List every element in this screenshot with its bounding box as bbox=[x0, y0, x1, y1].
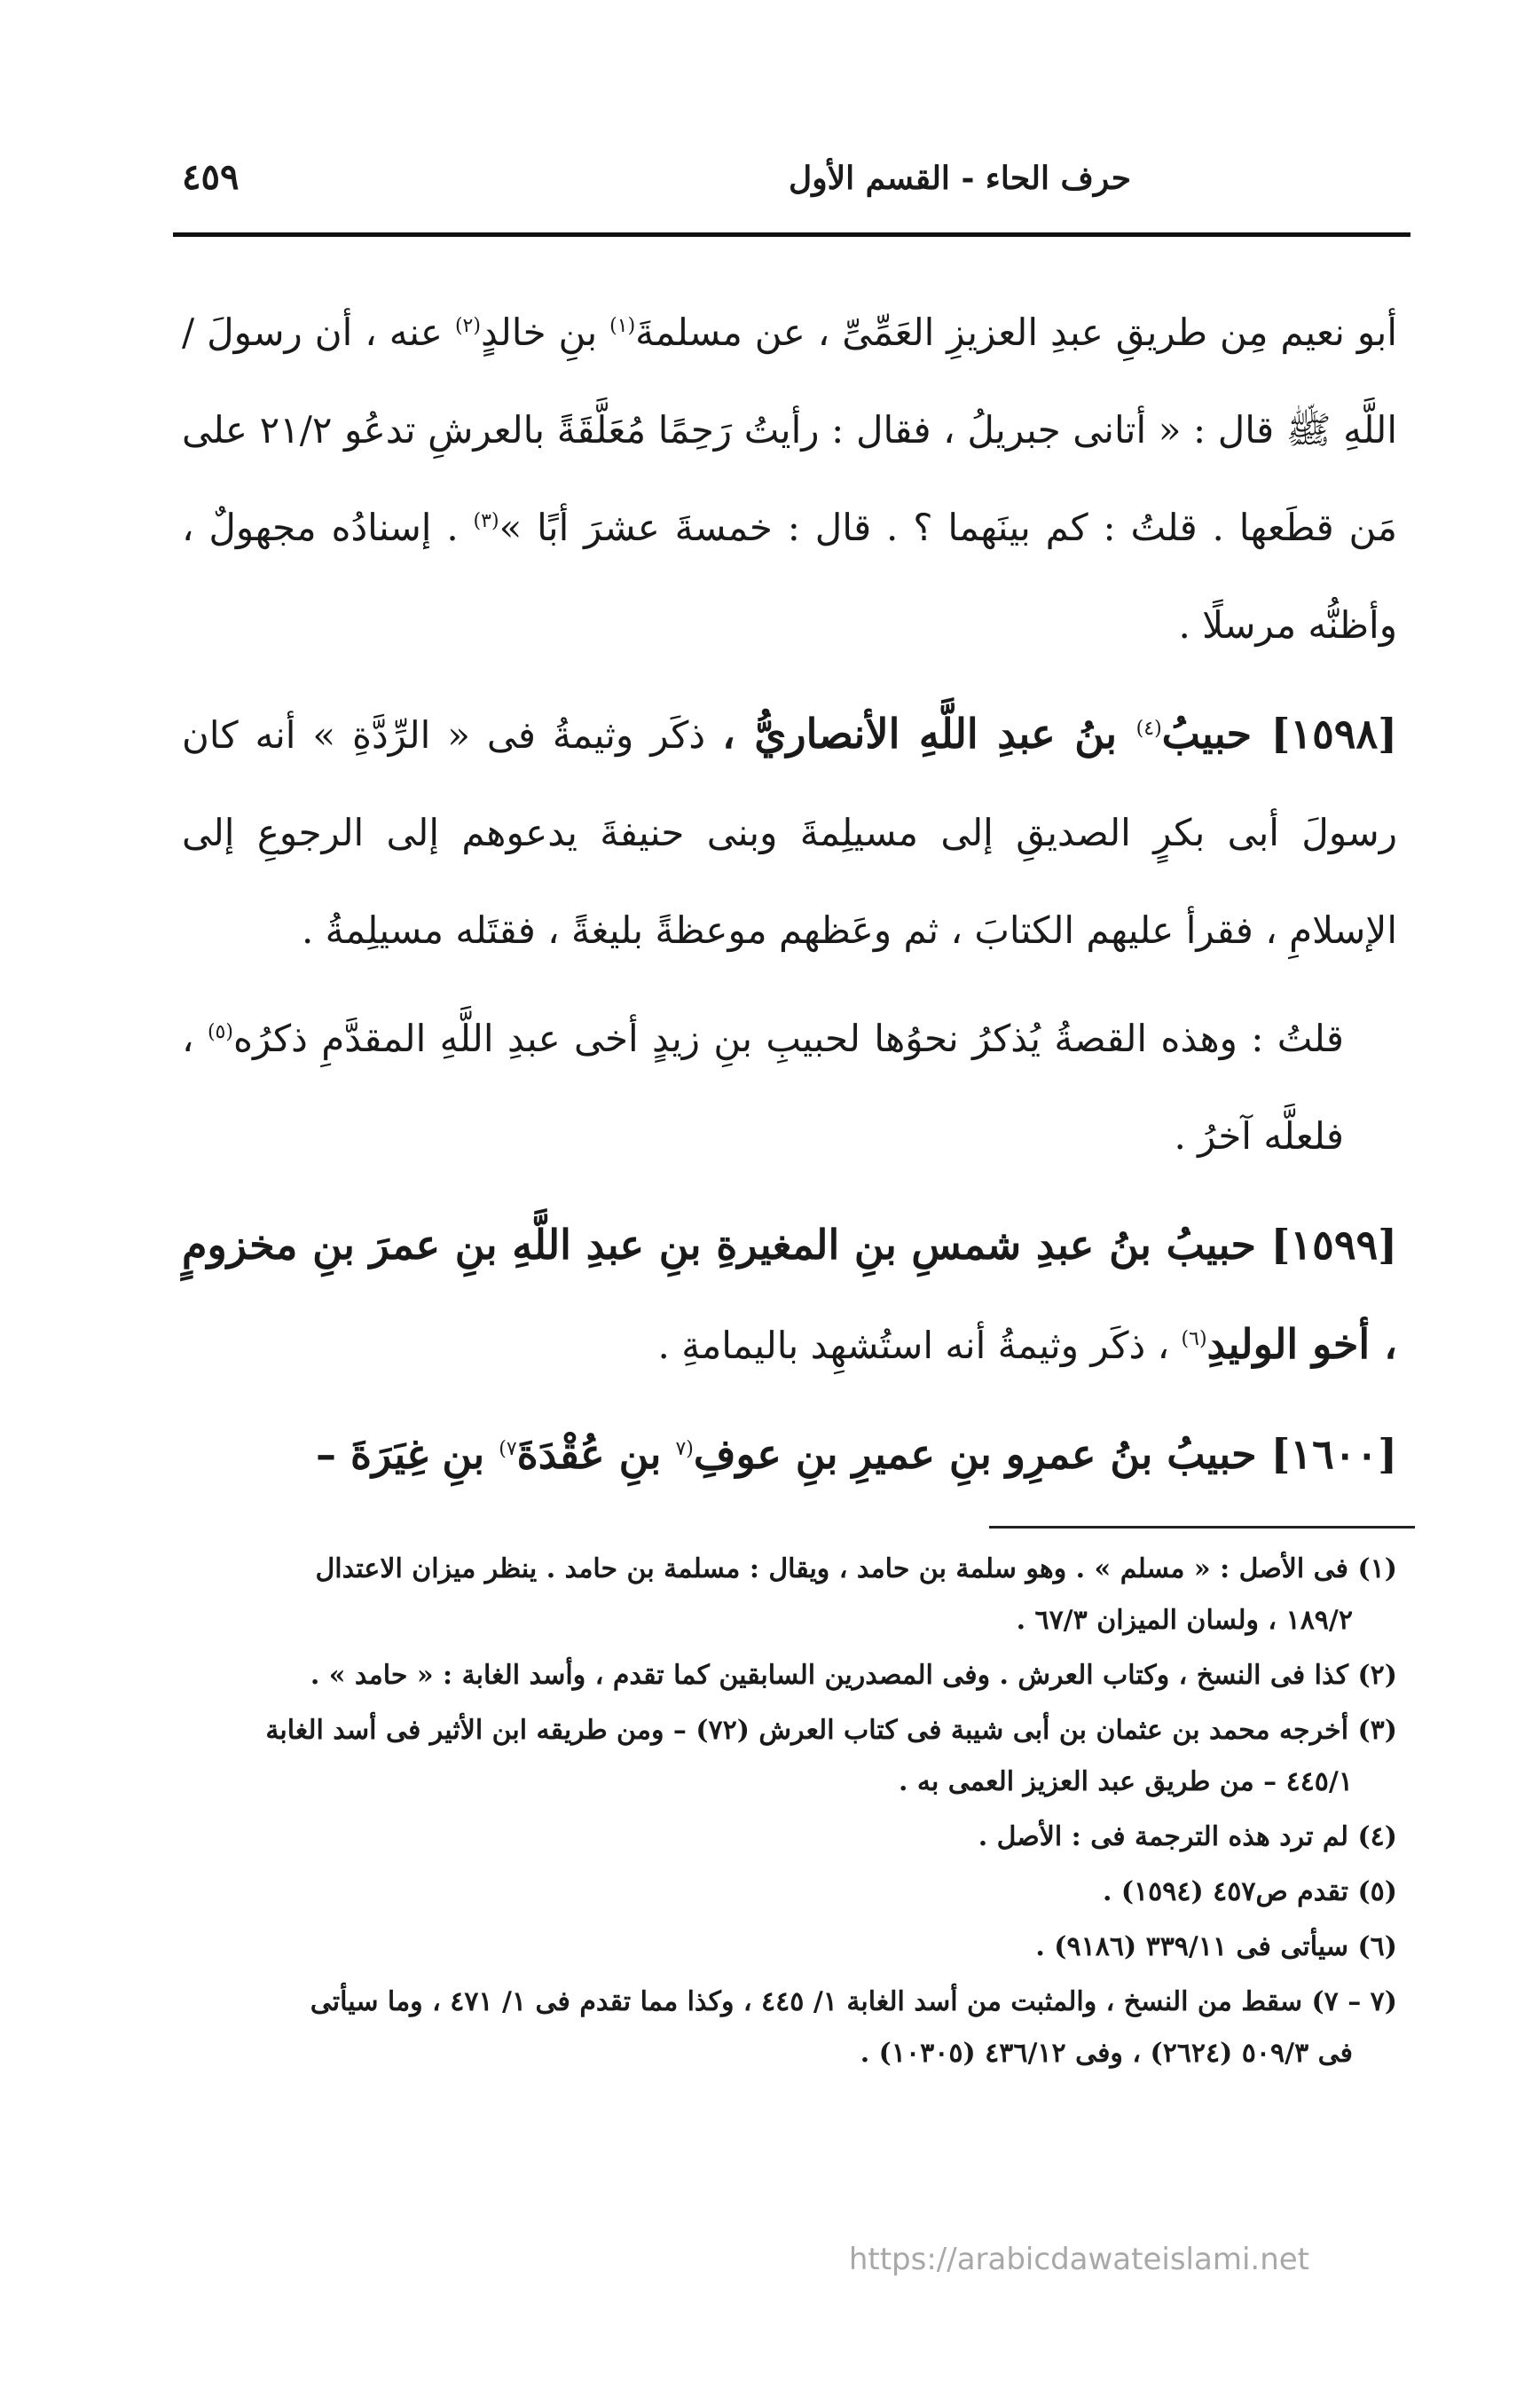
footnote-ref-7-close: ٧) bbox=[499, 1438, 517, 1460]
main-text bbox=[182, 284, 1397, 1515]
footnote-ref-4: (٤) bbox=[1135, 718, 1162, 740]
entry-1599 bbox=[182, 1196, 1397, 1395]
para1-part-b: بنِ خالدٍ bbox=[480, 310, 610, 354]
note-1598-part-b: ، فلعلَّه آخرُ . bbox=[182, 1017, 1344, 1158]
para1-part-a: أبو نعيم مِن طريقِ عبدِ العزيزِ العَمِّىِّ ، عن مسلمةَ bbox=[635, 310, 1397, 354]
page-number: ٤٥٩ bbox=[182, 156, 240, 198]
footnote-5 bbox=[182, 1867, 1397, 1918]
footnote-3 bbox=[182, 1705, 1397, 1808]
footnote-2 bbox=[182, 1650, 1397, 1701]
running-header bbox=[182, 156, 1415, 213]
entry-1598-head-b: بنُ عبدِ اللَّهِ الأنصاريُّ ، bbox=[721, 710, 1136, 758]
footnote-1-text: (١) فى الأصل : « مسلم » . وهو سلمة بن حامد ، ويقال : مسلمة بن حامد . ينظر ميزان الاعتدال bbox=[315, 1553, 1397, 1584]
entry-1600-head: [١٦٠٠] حبيبُ بنُ عمرِو بنِ عميرِ بنِ عوفِ bbox=[693, 1430, 1397, 1478]
footnote-6 bbox=[182, 1922, 1397, 1973]
footnote-ref-5: (٥) bbox=[207, 1021, 233, 1043]
footnote-2-text: (٢) كذا فى النسخ ، وكتاب العرش . وفى المصدرين السابقين كما تقدم ، وأسد الغابة : « حامد » . bbox=[310, 1660, 1397, 1691]
footnote-4-text: (٤) لم ترد هذه الترجمة فى : الأصل . bbox=[978, 1821, 1397, 1852]
footnote-ref-6: (٦) bbox=[1181, 1328, 1207, 1350]
book-page bbox=[182, 133, 1415, 2307]
footnote-6-text: (٦) سيأتى فى ٣٣٩/١١ (٩١٨٦) . bbox=[1035, 1931, 1397, 1962]
entry-1598-text: ذكَر وثيمةُ فى « الرِّدَّةِ » أنه كان رسولَ أبى بكرٍ الصديقِ إلى مسيلِمةَ وبنى حنيفةَ يدعوهم إلى الرجوعِ إلى الإسلامِ ، فقرأ عليهم الكتابَ ، ثم وعَظهم موعظةً بليغةً ، فقتَله مسيلِمةُ . bbox=[182, 713, 1397, 952]
paragraph-1 bbox=[182, 284, 1397, 674]
footnote-1-cont: ١٨٩/٢ ، ولسان الميزان ٦٧/٣ . bbox=[1016, 1605, 1353, 1636]
entry-1600-head-b: بنِ عُقْدَةَ bbox=[516, 1430, 676, 1478]
footnote-1 bbox=[182, 1544, 1397, 1646]
footnote-ref-1: (١) bbox=[609, 315, 636, 337]
para1-part-d: . إسنادُه مجهولٌ ، وأظنُّه مرسلًا . bbox=[182, 506, 1397, 647]
footnote-3-cont: ٤٤٥/١ – من طريق عبد العزيز العمى به . bbox=[899, 1766, 1353, 1797]
entry-1599-text: ، ذكَر وثيمةُ أنه استُشهِد باليمامةِ . bbox=[657, 1324, 1182, 1367]
footnote-7-cont: فى ٥٠٩/٣ (٢٦٢٤) ، وفى ٤٣٦/١٢ (١٠٣٠٥) . bbox=[860, 2038, 1353, 2069]
para1-part-c: عنه ، أن رسولَ / اللَّهِ ﷺ قال : « أتانى جبريلُ ، فقال : رأيتُ رَحِمًا مُعَلَّقَةً بالعرشِ تدعُو ٢١/٢ على مَن قطَعها . قلتُ : كم بينَهما ؟ . قال : خمسةَ عشرَ أبًا » bbox=[182, 310, 1398, 549]
header-title: حرف الحاء - القسم الأول bbox=[789, 160, 1131, 197]
footnote-ref-3: (٣) bbox=[473, 510, 499, 532]
footnote-ref-2: (٢) bbox=[454, 315, 481, 337]
entry-1600-head-c: بنِ غِيَرَةَ – bbox=[315, 1430, 499, 1478]
footnote-7-text: (٧ – ٧) سقط من النسخ ، والمثبت من أسد الغابة ١/ ٤٤٥ ، وكذا مما تقدم فى ١/ ٤٧١ ، وما سيأتى bbox=[310, 1986, 1397, 2017]
header-rule bbox=[173, 232, 1410, 237]
note-1598 bbox=[182, 990, 1397, 1185]
footnote-5-text: (٥) تقدم ص٤٥٧ (١٥٩٤) . bbox=[1102, 1876, 1397, 1907]
entry-1598-head: [١٥٩٨] حبيبُ bbox=[1161, 710, 1397, 758]
entry-1599-head: [١٥٩٩] حبيبُ بنُ عبدِ شمسِ بنِ المغيرةِ بنِ عبدِ اللَّهِ بنِ عمرَ بنِ مخزومٍ ، أخو الوليدِ bbox=[182, 1221, 1397, 1368]
footnote-3-text: (٣) أخرجه محمد بن عثمان بن أبى شيبة فى كتاب العرش (٧٢) – ومن طريقه ابن الأثير فى أسد الغابة bbox=[265, 1715, 1397, 1746]
footnote-7 bbox=[182, 1977, 1397, 2079]
footnote-4 bbox=[182, 1812, 1397, 1863]
entry-1600 bbox=[182, 1405, 1397, 1505]
watermark-url: https://arabicdawateislami.net bbox=[848, 2242, 1309, 2277]
entry-1598 bbox=[182, 685, 1397, 979]
footnote-ref-7-open: (٧ bbox=[675, 1438, 694, 1460]
footnote-rule bbox=[989, 1526, 1415, 1529]
note-1598-part-a: قلتُ : وهذه القصةُ يُذكرُ نحوُها لحبيبِ بنِ زيدٍ أخى عبدِ اللَّهِ المقدَّمِ ذكرُه bbox=[232, 1017, 1344, 1060]
footnotes bbox=[182, 1544, 1397, 2083]
